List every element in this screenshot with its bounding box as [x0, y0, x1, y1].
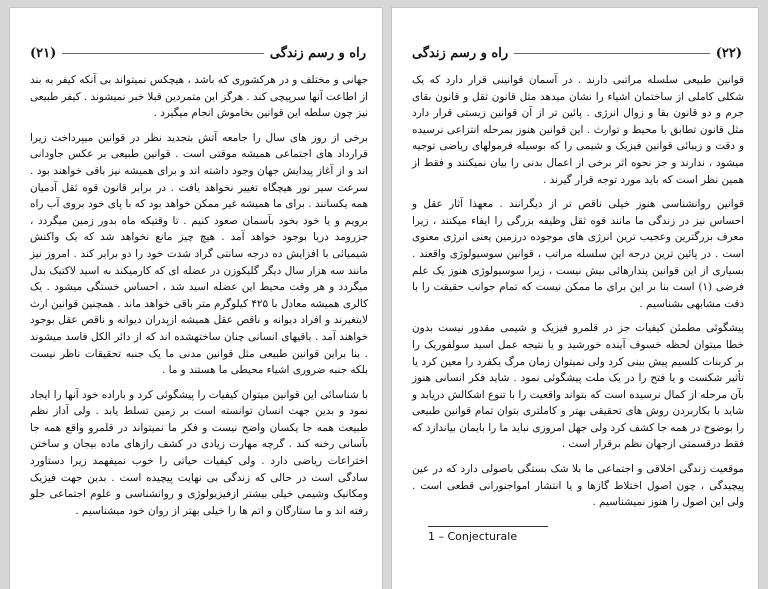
page-body: [412, 72, 744, 511]
page-number: (۲۱): [30, 45, 57, 61]
paragraph: جهانی و مختلف و در هرکشوری که باشد ، هیچکس نمیتواند بی آنکه کیفر به بند از اطاعت آنها سرپیچی کند . هرگز این متمردین قبلا خبر نمیشوند . کیفر طبیعی نیز چون سلطه این قوانین بخاموش انجام میگیرد .: [30, 74, 368, 120]
paragraph: با شناسائی این قوانین میتوان کیفیات را پیشگوئی کرد و باراده خود آنها را ایجاد نمود و بدین جهت انسان توانسته است بر زمین تسلط یابد . ولی آداز نظم طبیعت همه جا یکسان واضح نیست و فکر ما نمیتواند در قلمرو واقع همه جا بآسانی رخنه کند . گرچه مهارت زیادی در کشف رازهای ماده بیجان و ساختن اختراعات ریاضی دارد . ولی کیفیات حیاتی را خوب نمیفهمد زیرا دستاورد سادگی است در حالی که زندگی بی نهایت پیچیده است . بدین جهت فیزیک ومکانیک وشیمی خیلی بیشتر ازفیزیولوژی و روانشناسی و علوم اجتماعی جلو رفته اند و ما ستارگان و اتم ها را خیلی بهتر از روان خود میشناسیم .: [30, 388, 368, 517]
left-page: [10, 8, 382, 589]
running-title: راه و رسم زندگی: [412, 45, 509, 61]
page-body: [30, 72, 368, 519]
page-header: [30, 42, 366, 64]
header-rule: [62, 53, 264, 54]
paragraph: قوانین طبیعی سلسله مراتبی دارند . در آسمان قوانینی قرار دارد که یک شکلی کاملی از ساختمان اشیاء را نشان میدهد مثل قانون ثقل و قانون بقای جرم و دو قانون بقا و زوال انرژی . پائین تر از آن قوانین زیستی قرار دارد مثل قانون تطابق با محیط و توارث . این قوانین هنوز بمرحله انتزاعی نرسیده و دقت و زیبائی قوانین فیزیک و شیمی را که بوسیله فرمولهای ریاضی توجیه میشود ، ندارند و جز نحوه اثر برخی از اعمال بدنی را بیان نمیکنند و فقط از همین نظر است که باید مورد توجه قرار گیرند .: [412, 74, 744, 186]
page-header: [412, 42, 742, 64]
page-number: (۲۲): [715, 45, 742, 61]
paragraph: برخی از روز های سال را جامعه آتش بتجدید نظر در قوانین میپرداخت زیرا قرارداد های اجتماعی همیشه موقتی است . قوانین طبیعی بر عکس جاودانی اند و از آغاز پیدایش جهان وجود داشته اند و برای همیشه نیز باقی خواهند بود . سرعت سیر نور هیچگاه تغییر نخواهد یافت . در برابر قانون قوه ثقل آدمیان همه یکسانند . برای ما همیشه غیر ممکن خواهد بود که با پای خود بروی آب راه برویم و یا خود بخود بآسمان صعود کنیم . تا وقتیکه ماه بدور زمین میگردد ، جزرومد دریا بوجود خواهد آمد . هیچ چیز مانع نخواهد شد که یک واکنش شیمیائی با افزایش ده درجه سانتی گراد شدت خود را دو برابر کند . امروز نیز مانند سه هزار سال دیگر گلیکوزن در عضله ای که کارمیکند به اسید لاکتیک بدل میگردد و هر وقت محیط این عضله اسید شد ، احساس خستگی میشود . یک کالری همیشه معادل با ۴۲۵ کیلوگرم متر باقی خواهد ماند . همچنین قوانین ارث لایتغیرند و افراد دیوانه و ناقص عقل همیشه ازپدران دیوانه و ناقص عقل بوجود خواهند آمد . باقیهای انسانی چنان ساختهشده اند که از دائر الکل فاسد میشوند . بنا براین قوانین طبیعی مثل قوانین مدنی ما یک جنبه تحقیقات ناظر نیست بلکه جنبه ضروری اشیاء محیطی ما هستند و ما .: [30, 131, 369, 377]
paragraph: قوانین روانشناسی هنوز خیلی ناقص تر از دیگرانند . معهذا آثار عقل و احساس نیز در زندگی ما مانند قوه ثقل وظیفه بزرگی را ایفاء میکنند ، زیرا معرف بزرگترین وعجیب ترین انرژی های موجوده درزمین یعنی انرژی معنوی است . در پائین ترین درجه این سلسله مراتب ، قوانین سوسیولوژی واقعند . بسیاری از این قوانین پندارهائی بیش نیست ، زیرا سوسیولوژی هنوز یک علم فرضی (۱) است بنا بر این برای ما ممکن نیست که تمام جوانب حقیقت را با دقت مشابهی بشناسیم .: [412, 198, 745, 310]
footnote-rule: [428, 526, 548, 527]
footnote: 1 – Conjecturale: [428, 530, 518, 543]
header-rule: [514, 53, 710, 54]
right-page: [392, 8, 758, 589]
running-title: راه و رسم زندگی: [269, 45, 366, 61]
paragraph: موقعیت زندگی اخلاقی و اجتماعی ما بلا شک بستگی باصولی دارد که در عین پیچیدگی ، چون اصول اختلاط گازها و یا انتشار امواجنورانی قطعی است . ولی این اصول را هنوز نمیشناسیم .: [412, 463, 744, 509]
paragraph: پیشگوئی مطمئن کیفیات جز در قلمرو فیزیک و شیمی مقدور نیست بدون خطا میتوان لحظه خسوف آینده خورشید و یا نتیجه عمل اسید سولفوریک را بر کربنات کلسیم پیش بینی کرد ولی نمیتوان زمان مرگ یکفرد را معین کرد یا تأثیر شکست و یا فتح را در یک ملت پیشگوئی نمود . شاید فکر انسانی هنوز بآن مرحله از کمال نرسیده است که بتواند واقعیت را با تنوع اشکالش دریابد و شاید با بکاربردن روش های تحقیقی بهتر و کاملتری بتوان تمام قوانین طبیعی را بوضوح در همه جا کشف کرد ولی جهل امروزی نباید ما را بایمان بیاندازد که فقط درقسمتی ازجهان نظم برقرار است .: [412, 322, 744, 451]
